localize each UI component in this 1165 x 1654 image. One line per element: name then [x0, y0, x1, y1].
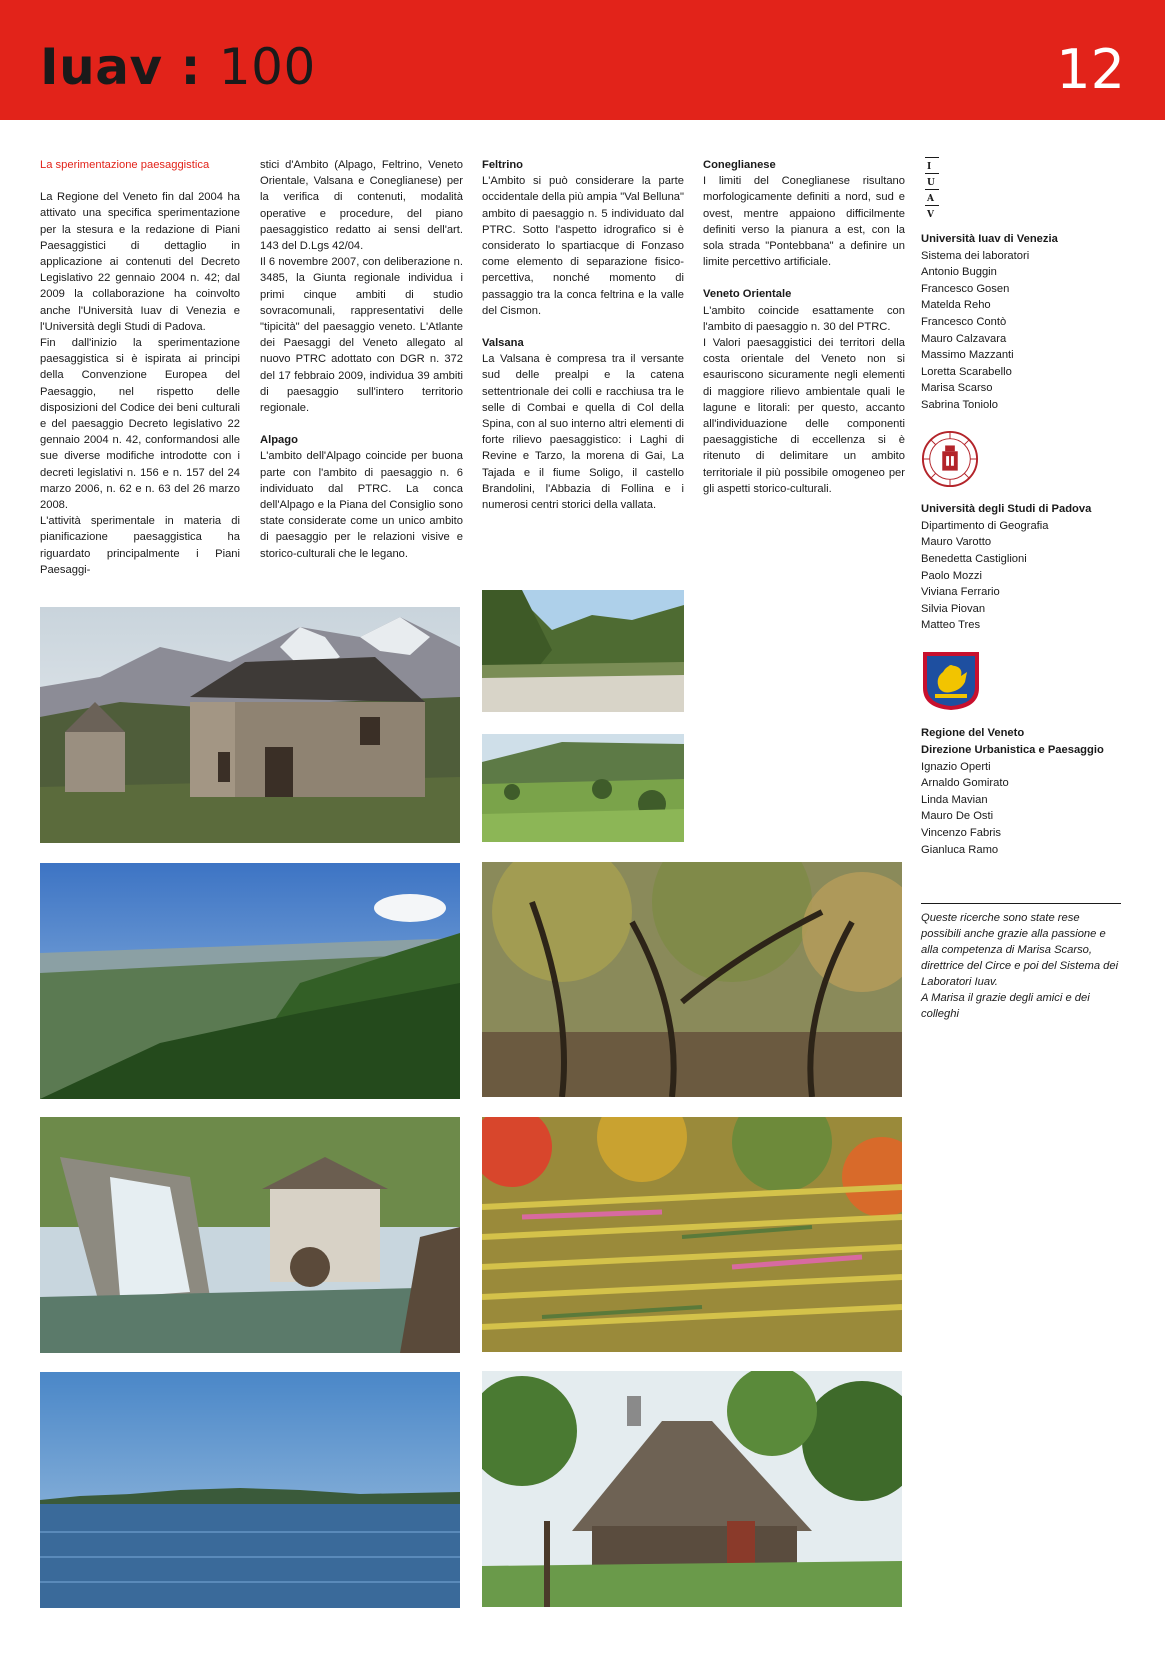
text-column-4 [703, 157, 905, 497]
org-department: Direzione Urbanistica e Paesaggio [921, 744, 1104, 757]
paragraph: I limiti del Coneglianese risultano morfologicamente definiti a nord, sud e ovest, mentre appaiono difficilmente definiti verso la pianura a est, con la sola strada "Pontebbana" a definire un limite percettivo artificiale. [703, 175, 905, 269]
masthead-word: Iuav : [40, 38, 219, 96]
paragraph: I Valori paesaggistici dei territori della costa orientale del Veneto non si esauriscono sicuramente negli elementi di maggiore rilievo ambientale quali le lagune e litorali: per questo, accanto all'individuazione delle componenti paesaggistiche di eccellenza si è ritenuto di delimitare un ambito territoriale il più possibile omogeneo per gli aspetti storico-culturali. [703, 337, 905, 495]
paragraph: L'ambito coincide esattamente con l'ambito di paesaggio n. 30 del PTRC. [703, 304, 905, 333]
credit-line: Matteo Tres [921, 619, 981, 632]
paragraph: L'Ambito si può considerare la parte occidentale della più ampia "Val Belluna" ambito di paesaggio n. 5 individuato dal PTRC. Sotto l'aspetto idrografico si è considerato lo spartiacque di Fonzaso come elemento di separazione fisico-percettiva, nonché momento di passaggio tra la conca feltrina e la valle del Cismon. [482, 175, 684, 317]
photo-alpago-stone-barns [40, 607, 460, 843]
photo-thatched-hut [482, 1371, 902, 1607]
credit-line: Marisa Scarso [921, 382, 993, 395]
paragraph: Fin dall'inizio la sperimentazione paesaggistica si è ispirata ai principi della Convenzione Europea del Paesaggio, nel rispetto delle disposizioni del Codice dei beni culturali e del paesaggio Decreto legislativo 22 gennaio 2004 n. 42, conformandosi alle sue diverse modifiche introdotte con i decreti legislativi n. 156 e n. 157 del 24 marzo 2006, n. 62 e n. 63 del 26 marzo 2008. [40, 337, 240, 512]
photo-autumn-woodland [482, 862, 902, 1097]
iuav-logo [921, 157, 945, 223]
credit-line: Sabrina Toniolo [921, 398, 998, 411]
regione-veneto-shield-icon [921, 650, 981, 712]
paragraph: La Valsana è compresa tra il versante sud delle prealpi e la catena settentrionale dei colli e racchiusa tra le selle di Combai e quella di Col della Spina, con al suo interno altri elementi di forte rilievo paesaggistico: i Laghi di Revine e Tarzo, la morena di Gai, La Tajada e il fiume Soligo, il castello Brandolini, l'Abbazia di Follina e i numerosi centri storici della vallata. [482, 353, 684, 512]
paragraph: Il 6 novembre 2007, con deliberazione n. 3485, la Giunta regionale individua i primi cinque ambiti di studio sovracomunali, rappresentativi delle "tipicità" del paesaggio veneto. L'Atlante dei Paesaggi del Veneto allegato al nuovo PTRC adottato con DGR n. 372 del 17 febbraio 2009, individua 39 ambiti di paesaggio sull'intero territorio regionale. [260, 256, 463, 415]
photo-lagoon-waterfront [40, 1372, 460, 1608]
text-column-2 [260, 157, 463, 562]
page-number: 12 [1056, 38, 1125, 101]
dedication-note: Queste ricerche sono state rese possibili anche grazie alla passione e alla competenza di Marisa Scarso, direttrice del Circe e poi del Sistema dei Laboratori Iuav. A Marisa il grazie degli amici e dei colleghi [921, 903, 1121, 1022]
masthead-title [40, 38, 316, 96]
credit-line: Matelda Reho [921, 299, 991, 312]
credit-line: Mauro Varotto [921, 536, 992, 549]
section-heading: La sperimentazione paesaggistica [40, 159, 210, 171]
header-banner [0, 0, 1165, 120]
credits-iuav [921, 231, 1126, 414]
section-heading-coneglianese: Coneglianese [703, 159, 776, 171]
masthead-number: 100 [218, 38, 316, 96]
credit-line: Massimo Mazzanti [921, 349, 1014, 362]
logo-letter: I [927, 162, 932, 172]
paragraph: L'ambito dell'Alpago coincide per buona parte con l'ambito di paesaggio n. 6 individuato dal PTRC. La conca dell'Alpago e la Piana del Consiglio sono state considerate come un unico ambito di paesaggio per le relazioni visive e storico-culturali che le legano. [260, 450, 463, 560]
credit-line: Francesco Gosen [921, 282, 1010, 295]
credit-line: Paolo Mozzi [921, 569, 982, 582]
credit-line: Vincenzo Fabris [921, 827, 1002, 840]
credits-regione-veneto [921, 725, 1126, 858]
org-name: Università Iuav di Venezia [921, 233, 1058, 245]
section-heading-valsana: Valsana [482, 337, 524, 350]
section-heading-alpago: Alpago [260, 434, 298, 447]
credit-line: Arnaldo Gomirato [921, 777, 1009, 790]
credit-line: Linda Mavian [921, 793, 988, 806]
credit-line: Gianluca Ramo [921, 843, 999, 856]
padova-university-seal-icon [921, 430, 979, 488]
text-column-1 [40, 157, 240, 578]
credit-line: Ignazio Operti [921, 760, 991, 773]
credits-sidebar [921, 157, 1126, 858]
paragraph: stici d'Ambito (Alpago, Feltrino, Veneto Orientale, Valsana e Coneglianese) per la verifica di contenuti, modalità operative e procedure, del piano paesaggistico redatto ai sensi dell'art. 143 del D.Lgs 42/04. [260, 159, 463, 253]
credit-line: Francesco Contò [921, 315, 1007, 328]
photo-prealps-forest-view [40, 863, 460, 1099]
credit-line: Dipartimento di Geografia [921, 519, 1049, 532]
credit-line: Benedetta Castiglioni [921, 552, 1027, 565]
credit-line: Antonio Buggin [921, 266, 997, 279]
section-heading-feltrino: Feltrino [482, 159, 524, 171]
org-name: Regione del Veneto [921, 727, 1025, 740]
credit-line: Mauro De Osti [921, 810, 994, 823]
photo-feltrino-riverbed [482, 590, 684, 712]
credit-line: Silvia Piovan [921, 602, 986, 615]
logo-letter: V [927, 210, 934, 220]
credit-line: Sistema dei laboratori [921, 249, 1030, 262]
credit-line: Loretta Scarabello [921, 365, 1012, 378]
logo-letter: U [927, 178, 935, 188]
photo-valsana-meadows [482, 734, 684, 842]
credits-padova [921, 501, 1126, 634]
credit-line: Mauro Calzavara [921, 332, 1007, 345]
photo-mill-waterfall [40, 1117, 460, 1353]
text-column-3 [482, 157, 684, 513]
logo-letter: A [927, 194, 934, 204]
paragraph: L'attività sperimentale in materia di pianificazione paesaggistica ha riguardato principalmente i Piani Paesaggi- [40, 515, 240, 576]
credit-line: Viviana Ferrario [921, 586, 1000, 599]
section-heading-veneto-orientale: Veneto Orientale [703, 288, 792, 301]
photo-autumn-vineyards [482, 1117, 902, 1352]
paragraph: La Regione del Veneto fin dal 2004 ha attivato una specifica sperimentazione per la stesura e la redazione di Piani Paesaggistici di dettaglio in applicazione ai contenuti del Decreto Legislativo 22 gennaio 2004 n. 42; dal 2009 la collaborazione ha coinvolto anche l'Università Iuav di Venezia e l'Università degli Studi di Padova. [40, 191, 240, 333]
org-name: Università degli Studi di Padova [921, 503, 1092, 516]
